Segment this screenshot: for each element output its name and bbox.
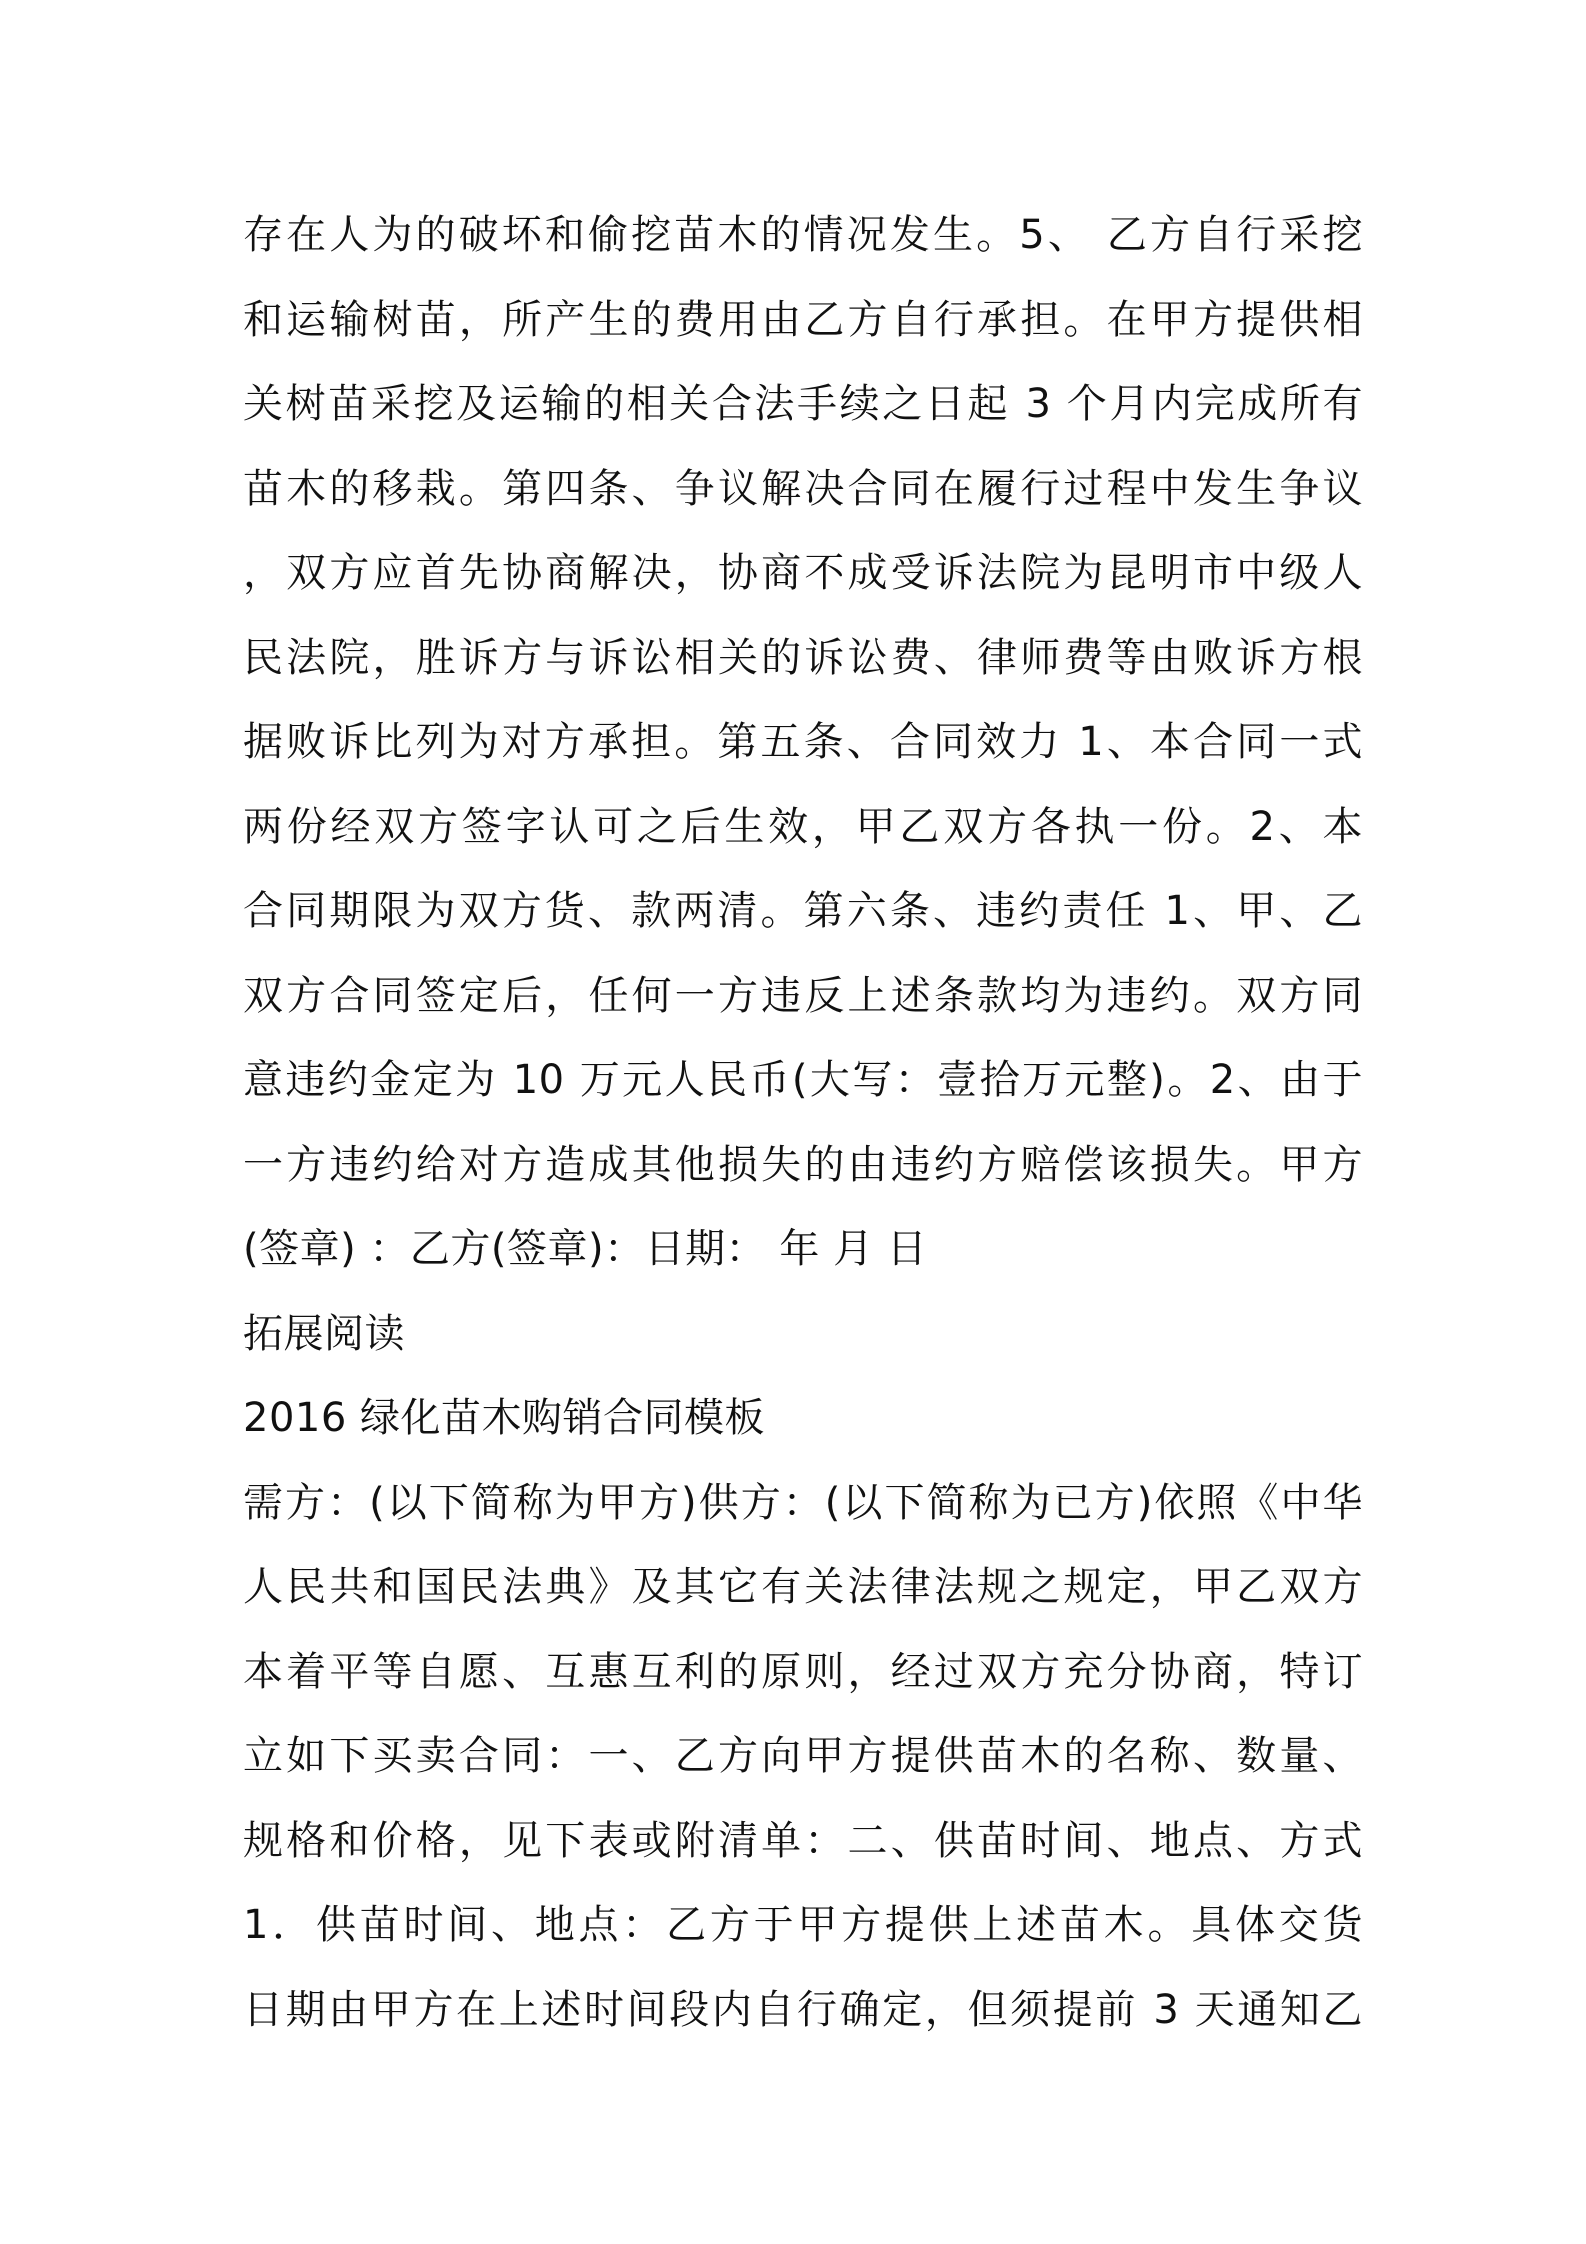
text-line: 据败诉比列为对方承担。第五条、合同效力 1、本合同一式 xyxy=(243,719,1363,765)
text-line: (签章) ：乙方(签章)：日期： 年 月 日 xyxy=(243,1226,928,1272)
text-line: 苗木的移栽。第四条、争议解决合同在履行过程中发生争议 xyxy=(243,465,1363,512)
text-line: 人民共和国民法典》及其它有关法律法规之规定，甲乙双方 xyxy=(243,1564,1363,1610)
text-line: 民法院，胜诉方与诉讼相关的诉讼费、律师费等由败诉方根 xyxy=(243,634,1363,681)
text-line: 需方：(以下简称为甲方)供方：(以下简称为已方)依照《中华 xyxy=(243,1479,1363,1526)
text-line: 本着平等自愿、互惠互利的原则，经过双方充分协商，特订 xyxy=(243,1648,1363,1695)
text-line: 规格和价格，见下表或附清单：二、供苗时间、地点、方式 xyxy=(243,1817,1363,1864)
text-line: 关树苗采挖及运输的相关合法手续之日起 3 个月内完成所有 xyxy=(243,381,1363,427)
text-line: 合同期限为双方货、款两清。第六条、违约责任 1、甲、乙 xyxy=(243,888,1363,934)
text-line: 拓展阅读 xyxy=(243,1310,405,1357)
text-line: 2016 绿化苗木购销合同模板 xyxy=(243,1395,766,1441)
text-line: 日期由甲方在上述时间段内自行确定，但须提前 3 天通知乙 xyxy=(243,1986,1363,2033)
text-line: 和运输树苗，所产生的费用由乙方自行承担。在甲方提供相 xyxy=(243,296,1363,343)
text-line: 两份经双方签字认可之后生效，甲乙双方各执一份。2、本 xyxy=(243,803,1363,850)
text-line: ，双方应首先协商解决，协商不成受诉法院为昆明市中级人 xyxy=(243,550,1363,596)
text-line: 立如下买卖合同：一、乙方向甲方提供苗木的名称、数量、 xyxy=(243,1733,1363,1779)
text-line: 双方合同签定后，任何一方违反上述条款均为违约。双方同 xyxy=(243,972,1363,1019)
text-line: 存在人为的破坏和偷挖苗木的情况发生。5、 乙方自行采挖 xyxy=(243,212,1363,258)
text-line: 一方违约给对方造成其他损失的由违约方赔偿该损失。甲方 xyxy=(243,1141,1363,1188)
text-line: 1．供苗时间、地点：乙方于甲方提供上述苗木。具体交货 xyxy=(243,1902,1363,1948)
document-body xyxy=(243,193,1363,2052)
text-line: 意违约金定为 10 万元人民币(大写：壹拾万元整)。2、由于 xyxy=(243,1057,1363,1103)
